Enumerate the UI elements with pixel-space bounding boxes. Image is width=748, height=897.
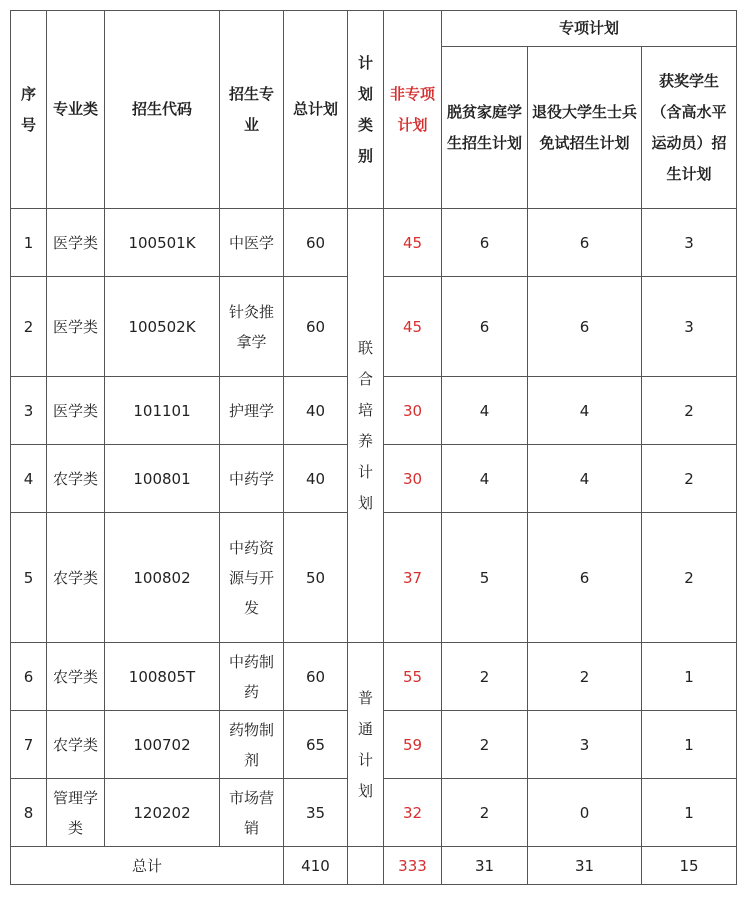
- cell-major: 针灸推拿学: [220, 277, 284, 377]
- cell-seq: 4: [11, 445, 47, 513]
- cell-non-special: 32: [384, 779, 442, 847]
- cell-veteran: 3: [528, 711, 642, 779]
- cell-veteran: 4: [528, 377, 642, 445]
- cell-total: 60: [284, 643, 348, 711]
- plan-type-joint: 联合培养计划: [348, 209, 384, 643]
- cell-award: 3: [642, 277, 737, 377]
- header-code: 招生代码: [105, 11, 220, 209]
- cell-total: 50: [284, 513, 348, 643]
- table-row: [11, 643, 737, 711]
- cell-major: 中药学: [220, 445, 284, 513]
- header-seq: 序号: [11, 11, 47, 209]
- total-row: [11, 847, 737, 885]
- cell-award: 1: [642, 779, 737, 847]
- cell-category: 医学类: [47, 209, 105, 277]
- cell-seq: 8: [11, 779, 47, 847]
- cell-veteran: 6: [528, 209, 642, 277]
- cell-seq: 3: [11, 377, 47, 445]
- header-special-group: 专项计划: [442, 11, 737, 47]
- cell-total: 60: [284, 209, 348, 277]
- cell-category: 农学类: [47, 513, 105, 643]
- cell-category: 医学类: [47, 277, 105, 377]
- cell-major: 市场营销: [220, 779, 284, 847]
- cell-poverty: 4: [442, 377, 528, 445]
- cell-award: 1: [642, 643, 737, 711]
- cell-award: 2: [642, 377, 737, 445]
- cell-major: 中药资源与开发: [220, 513, 284, 643]
- cell-total: 40: [284, 445, 348, 513]
- cell-veteran: 2: [528, 643, 642, 711]
- cell-code: 100801: [105, 445, 220, 513]
- header-total: 总计划: [284, 11, 348, 209]
- cell-poverty: 2: [442, 711, 528, 779]
- cell-veteran: 6: [528, 277, 642, 377]
- cell-non-special: 55: [384, 643, 442, 711]
- header-plan-type: 计划类别: [348, 11, 384, 209]
- cell-non-special: 37: [384, 513, 442, 643]
- total-label: 总计: [11, 847, 284, 885]
- total-plan-type-empty: [348, 847, 384, 885]
- cell-major: 中医学: [220, 209, 284, 277]
- cell-award: 2: [642, 513, 737, 643]
- cell-category: 管理学类: [47, 779, 105, 847]
- cell-poverty: 6: [442, 209, 528, 277]
- cell-major: 中药制药: [220, 643, 284, 711]
- total-award: 15: [642, 847, 737, 885]
- cell-seq: 5: [11, 513, 47, 643]
- cell-code: 101101: [105, 377, 220, 445]
- total-veteran: 31: [528, 847, 642, 885]
- cell-code: 100702: [105, 711, 220, 779]
- cell-code: 100805T: [105, 643, 220, 711]
- header-poverty: 脱贫家庭学生招生计划: [442, 47, 528, 209]
- cell-poverty: 2: [442, 643, 528, 711]
- cell-code: 120202: [105, 779, 220, 847]
- cell-veteran: 6: [528, 513, 642, 643]
- cell-total: 60: [284, 277, 348, 377]
- cell-category: 农学类: [47, 643, 105, 711]
- header-veteran: 退役大学生士兵免试招生计划: [528, 47, 642, 209]
- cell-seq: 6: [11, 643, 47, 711]
- enrollment-plan-table: [10, 10, 737, 885]
- header-category: 专业类: [47, 11, 105, 209]
- cell-code: 100501K: [105, 209, 220, 277]
- cell-seq: 2: [11, 277, 47, 377]
- cell-total: 35: [284, 779, 348, 847]
- cell-non-special: 59: [384, 711, 442, 779]
- cell-poverty: 5: [442, 513, 528, 643]
- total-non-special: 333: [384, 847, 442, 885]
- cell-veteran: 0: [528, 779, 642, 847]
- cell-poverty: 6: [442, 277, 528, 377]
- header-row-1: [11, 11, 737, 47]
- cell-non-special: 45: [384, 209, 442, 277]
- header-non-special: 非专项计划: [384, 11, 442, 209]
- plan-type-normal: 普通计划: [348, 643, 384, 847]
- cell-non-special: 30: [384, 377, 442, 445]
- total-poverty: 31: [442, 847, 528, 885]
- cell-seq: 1: [11, 209, 47, 277]
- cell-non-special: 30: [384, 445, 442, 513]
- cell-seq: 7: [11, 711, 47, 779]
- header-major: 招生专业: [220, 11, 284, 209]
- cell-major: 药物制剂: [220, 711, 284, 779]
- cell-code: 100802: [105, 513, 220, 643]
- cell-major: 护理学: [220, 377, 284, 445]
- cell-category: 农学类: [47, 445, 105, 513]
- cell-award: 3: [642, 209, 737, 277]
- table-row: [11, 209, 737, 277]
- header-award: 获奖学生（含高水平运动员）招生计划: [642, 47, 737, 209]
- cell-total: 65: [284, 711, 348, 779]
- cell-award: 1: [642, 711, 737, 779]
- cell-code: 100502K: [105, 277, 220, 377]
- cell-category: 农学类: [47, 711, 105, 779]
- cell-award: 2: [642, 445, 737, 513]
- total-plan: 410: [284, 847, 348, 885]
- cell-total: 40: [284, 377, 348, 445]
- cell-poverty: 4: [442, 445, 528, 513]
- cell-non-special: 45: [384, 277, 442, 377]
- cell-category: 医学类: [47, 377, 105, 445]
- cell-veteran: 4: [528, 445, 642, 513]
- cell-poverty: 2: [442, 779, 528, 847]
